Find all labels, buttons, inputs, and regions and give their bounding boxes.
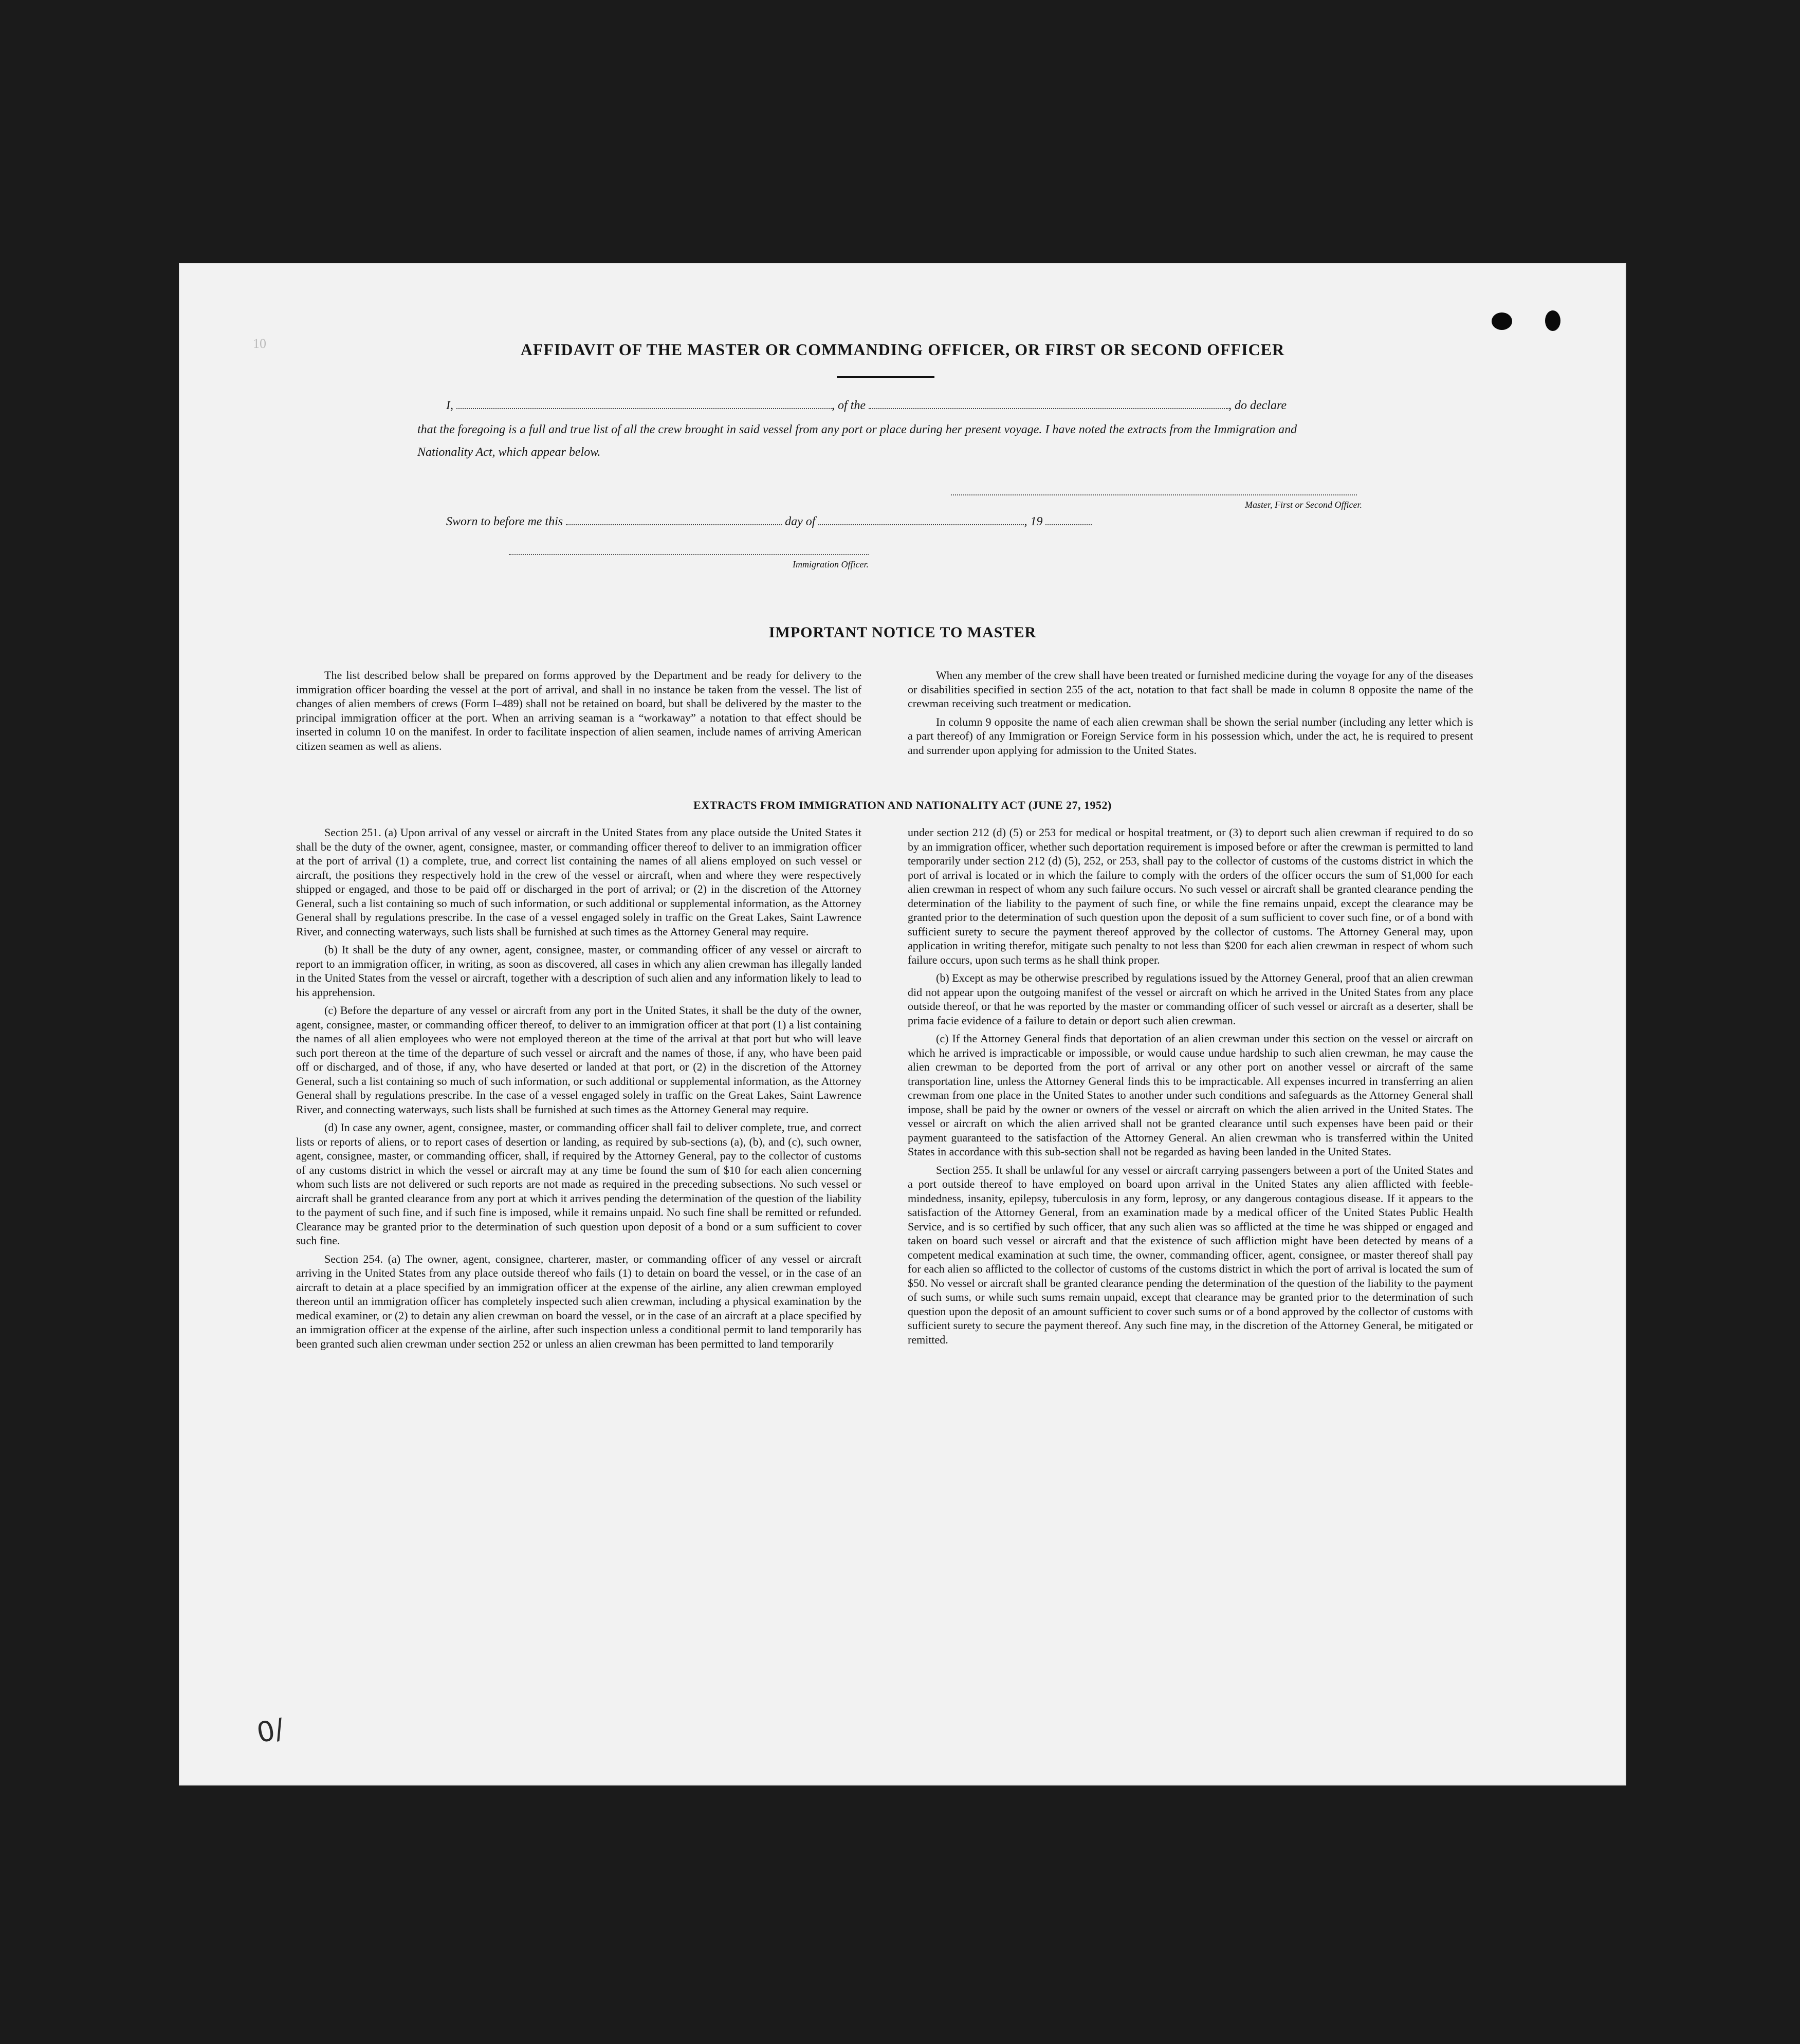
affidavit-title: AFFIDAVIT OF THE MASTER OR COMMANDING OFFICER, OR FIRST OR SECOND OFFICER [520,340,1285,359]
punch-hole-mark [1492,312,1512,330]
document-page [180,264,1625,1784]
of-the-label: , of the [832,399,866,412]
faint-bleed-through: 10 [253,336,266,351]
section-254-a-continued: under section 212 (d) (5) or 253 for medical or hospital treatment, or (3) to deport such alien crewman if required to do so by an immigration officer, whether such deportation requirement is imposed before or after the crewman is permitted to land temporarily under section 212 (d) (5), 252, or 253, shall pay to the collector of customs of the customs district in which the port of arrival is located or in which the failure to comply with the orders of the officer occurs the sum of $1,000 for each alien crewman in respect of whom any such failure occurs. No such vessel or aircraft shall be granted clearance pending the determination of the liability to the payment of such fine, or while the fine remains unpaid, except the clearance may be granted prior to the determination of such question upon the deposit of a sum sufficient to cover such fine, or of a bond with sufficient surety to secure the payment thereof approved by the collector of customs. The Attorney General may, upon application in writing therefor, mitigate such penalty to not less than $200 for each alien crewman in respect of whom such failure occurs, upon such terms as he shall think proper. [908,826,1473,966]
section-251-d: (d) In case any owner, agent, consignee, master, or commanding officer shall fail to deliver complete, true, and correct lists or reports of aliens, or to report cases of desertion or landing, as required by sub-sections (a), (b), and (c), such owner, agent, consignee, master, or commanding officer, shall, if required by the Attorney General, pay to the collector of customs of any customs district in which the vessel or aircraft may at any time be found the sum of $10 for each alien concerning whom such lists are not delivered or such reports are not made as required in the preceding subsections. No such vessel or aircraft shall be granted clearance from any port at which it arrives pending the determination of the question of the liability to the payment of such fine, and if such fine is imposed, while it remains unpaid. No such fine shall be remitted or refunded. Clearance may be granted prior to the determination of such question upon deposit of a bond or a sum sufficient to cover such fine. [296,1121,861,1247]
sworn-year-field[interactable] [1045,515,1092,525]
master-signature-line[interactable] [951,494,1357,495]
notice-paragraph: The list described below shall be prepared on forms approved by the Department and be ready for delivery to the immigration officer boarding the vessel at the port of arrival, and shall in no instance be taken from the vessel. The list of changes of alien members of crews (Form I–489) shall not be retained on board, but shall be delivered by the master to the principal immigration officer at the port. When an arriving seaman is a “workaway” a notation to that effect should be inserted in column 10 on the manifest. In order to facilitate inspection of alien seamen, include names of arriving American citizen seamen as well as aliens. [296,669,861,752]
master-signature-label: Master, First or Second Officer. [1245,500,1362,510]
section-251-a: Section 251. (a) Upon arrival of any vessel or aircraft in the United States from any place outside the United States it shall be the duty of the owner, agent, consignee, master, or commanding officer thereof to deliver to an immigration officer at the port of arrival (1) a complete, true, and correct list containing the names of all aliens employed on such vessel or aircraft, the positions they respectively hold in the crew of the vessel or aircraft, when and where they were respectively shipped or engaged, and those to be paid off or discharged in the port of arrival; or (2) in the discretion of the Attorney General, such a list containing so much of such information, or such additional or supplemental information, as the Attorney General shall by regulations prescribe. In the case of a vessel engaged solely in traffic on the Great Lakes, Saint Lawrence River, and connecting waterways, such lists shall be furnished at such times as the Attorney General may require. [296,826,861,938]
declaration-fill-line [446,399,1376,413]
declaration-text: that the foregoing is a full and true list of all the crew brought in said vessel from any port or place during her present voyage. I have noted the extracts from the Immigration and Nationality Act, which appear below. [417,423,1297,459]
vessel-field[interactable] [869,399,1228,409]
sworn-fill-line [446,515,1320,529]
notice-left-column [296,668,861,757]
section-251-c: (c) Before the departure of any vessel or aircraft from any port in the United States, it shall be the duty of the owner, agent, consignee, master, or commanding officer thereof, to deliver to an immigration officer at that port (1) a list containing the names of all alien employees who were not employed thereon at the time of the arrival at that port but who will leave such port thereon at the time of the departure of such vessel or aircraft and the names of those, if any, who have been paid off or discharged, and of those, if any, who have deserted or landed at that port, or (2) in the discretion of the Attorney General, such a list containing so much of such information, or such additional or supplemental information, as the Attorney General shall by regulations prescribe. In the case of a vessel engaged solely in traffic on the Great Lakes, Saint Lawrence River, and connecting waterways, such lists shall be furnished at such times as the Attorney General may require. [296,1004,861,1116]
notice-paragraph: When any member of the crew shall have been treated or furnished medicine during the voyage for any of the diseases or disabilities specified in section 255 of the act, notation to that fact shall be made in column 8 opposite the name of the crewman receiving such treatment or medication. [908,669,1473,710]
section-255: Section 255. It shall be unlawful for any vessel or aircraft carrying passengers between a port of the United States and a port outside thereof to have employed on board upon arrival in the United States any alien afflicted with feeble-mindedness, insanity, epilepsy, tuberculosis in any form, leprosy, or any dangerous contagious disease. If it appears to the satisfaction of the Attorney General, from an examination made by a medical officer of the United States Public Health Service, and is so certified by such officer, that any such alien was so afflicted at the time he was shipped or engaged and taken on board such vessel or aircraft and that the existence of such affliction might have been detected by means of a competent medical examination at such time, the owner, commanding officer, agent, consignee, or master thereof shall pay for each alien so afflicted to the collector of customs of the customs district in which the port of arrival is located the sum of $50. No vessel or aircraft shall be granted clearance pending the determination of the question of the liability to the payment of such sums, or while such sums remain unpaid, except that clearance may be granted prior to the determination of such question upon the deposit of an amount sufficient to cover such sums or of a bond approved by the collector of customs with sufficient surety to secure the payment thereof. Any such fine may, in the discretion of the Attorney General, be mitigated or remitted. [908,1163,1473,1346]
handwritten-mark: 0/ [254,1712,287,1750]
sworn-day-field[interactable] [566,515,782,525]
section-254-c: (c) If the Attorney General finds that deportation of an alien crewman under this section on the vessel or aircraft on which he arrived is impracticable or impossible, or would cause undue hardship to such alien crewman, he may cause the alien crewman to be deported from the port of arrival or any other port on another vessel or aircraft of the same transportation line, unless the Attorney General finds this to be impracticable. All expenses incurred in transferring an alien crewman from one place in the United States to another under such conditions and safeguards as the Attorney General shall impose, shall be paid by the owner or owners of the vessel or aircraft on which the alien arrived in the United States. The vessel or aircraft on which the alien arrived shall not be granted clearance until such expenses have been paid or their payment guaranteed to the satisfaction of the Attorney General. An alien crewman who is transferred within the United States in accordance with this sub-section shall not be regarded as having been landed in the United States. [908,1032,1473,1158]
name-field[interactable] [456,399,832,409]
extracts-title: EXTRACTS FROM IMMIGRATION AND NATIONALITY ACT (JUNE 27, 1952) [693,799,1112,812]
punch-hole-mark [1545,310,1560,331]
do-declare-label: , do declare [1228,399,1287,412]
year-label: , 19 [1024,515,1043,528]
day-of-label: day of [785,515,816,528]
notice-right-column [908,668,1473,761]
notice-title: IMPORTANT NOTICE TO MASTER [768,624,1037,641]
notice-paragraph: In column 9 opposite the name of each alien crewman shall be shown the serial number (including any letter which is a part thereof) of any Immigration or Foreign Service form in his possession which, under the act, he is required to present and surrender upon applying for admission to the United States. [908,715,1473,757]
immigration-officer-signature-line[interactable] [509,554,869,555]
sworn-month-field[interactable] [818,515,1024,525]
act-right-column [908,825,1473,1351]
act-left-column [296,825,861,1355]
immigration-officer-label: Immigration Officer. [793,559,869,569]
section-254-a: Section 254. (a) The owner, agent, consignee, charterer, master, or commanding officer of any vessel or aircraft arriving in the United States from any place outside thereof who fails (1) to detain on board the vessel, or in the case of an aircraft to detain at a place specified by an immigration officer at the expense of the airline, any alien crewman employed thereon until an immigration officer has completely inspected such alien crewman, including a physical examination by the medical examiner, or (2) to detain any alien crewman on board the vessel, or in the case of an aircraft at a place specified by an immigration officer at the expense of the airline, after such inspection unless a conditional permit to land temporarily has been granted such alien crewman under section 252 or unless an alien crewman has been permitted to land temporarily [296,1252,861,1350]
section-254-b: (b) Except as may be otherwise prescribed by regulations issued by the Attorney General, proof that an alien crewman did not appear upon the outgoing manifest of the vessel or aircraft on which he arrived in the United States from any place outside thereof, or that he was reported by the master or commanding officer of such vessel or aircraft as a deserter, shall be prima facie evidence of a failure to detain or deport such alien crewman. [908,971,1473,1027]
section-251-b: (b) It shall be the duty of any owner, agent, consignee, master, or commanding officer of any vessel or aircraft to report to an immigration officer, in writing, as soon as discovered, all cases in which any alien crewman has illegally landed in the United States from the vessel or aircraft, together with a description of such alien and any information likely to lead to his apprehension. [296,943,861,999]
sworn-label: Sworn to before me this [446,515,563,528]
title-divider [837,376,934,378]
i-label: I, [446,399,453,412]
